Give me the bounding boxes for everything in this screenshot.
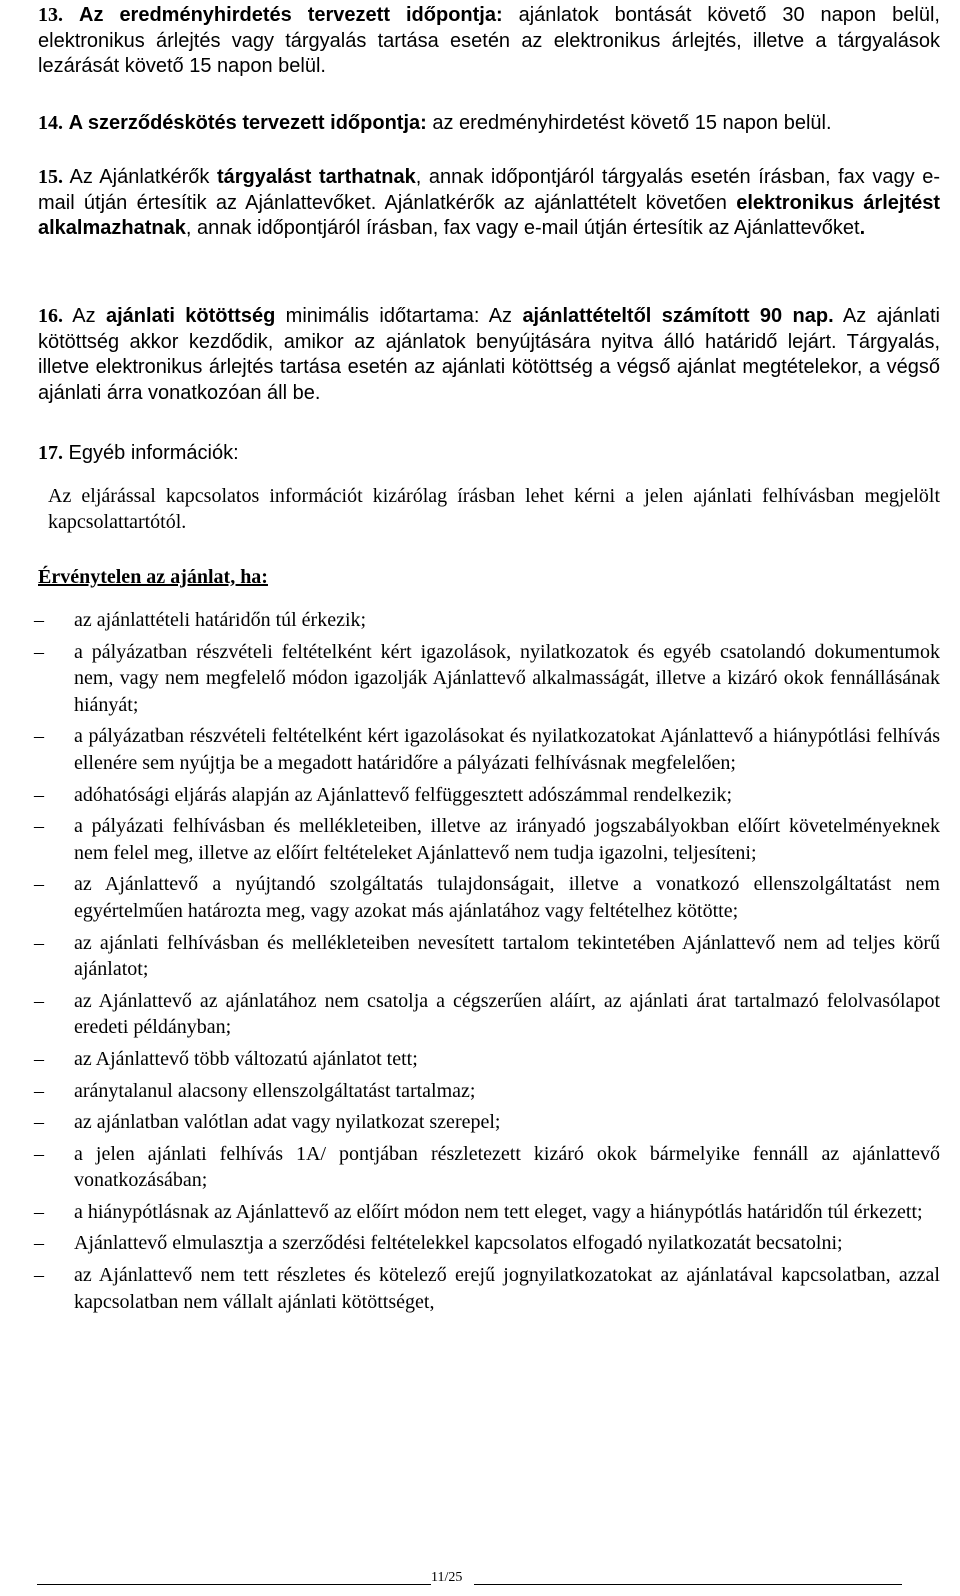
section-bold-text: ajánlattételtől számított 90 nap. bbox=[522, 305, 834, 327]
dash-bullet-icon: – bbox=[34, 815, 44, 838]
dash-bullet-icon: – bbox=[34, 1264, 44, 1287]
section-text: ajánlatok bontását követő 30 napon belül, elektronikus árlejtés vagy tárgyalás tartása esetén az elektronikus árlejtés, illetve a tárgyalások lezárását követő 15 napon belül. bbox=[38, 4, 940, 77]
list-item-text: az ajánlati felhívásban és mellékleteiben nevesített tartalom tekintetében Ajánlattevő nem ad teljes körű ajánlatot; bbox=[74, 931, 940, 981]
section-label: A szerződéskötés tervezett időpontja: bbox=[68, 112, 427, 134]
section-14 bbox=[38, 111, 940, 137]
list-item-text: az Ajánlattevő az ajánlatához nem csatolja a cégszerűen aláírt, az ajánlati árat tartalmazó felolvasólapot eredeti példányban; bbox=[74, 989, 940, 1039]
list-item-text: adóhatósági eljárás alapján az Ajánlattevő felfüggesztett adószámmal rendelkezik; bbox=[74, 783, 733, 806]
list-item bbox=[34, 607, 940, 634]
section-number: 17. bbox=[38, 442, 63, 464]
section-text: Az Ajánlatkérők bbox=[63, 166, 217, 188]
section-15 bbox=[38, 165, 940, 242]
list-item bbox=[34, 782, 940, 809]
invalid-offer-heading: Érvénytelen az ajánlat, ha: bbox=[38, 566, 268, 588]
section-number: 13. bbox=[38, 4, 63, 26]
invalid-conditions-list bbox=[34, 607, 940, 1320]
list-item-text: az ajánlattételi határidőn túl érkezik; bbox=[74, 609, 367, 631]
dash-bullet-icon: – bbox=[34, 725, 44, 748]
section-13 bbox=[38, 3, 940, 80]
list-item-text: az Ajánlattevő a nyújtandó szolgáltatás tulajdonságait, illetve a vonatkozó ellenszolgáltatást nem egyértelműen határozta meg, vagy azokat más ajánlatához vagy feltételhez kötötte; bbox=[74, 873, 940, 922]
list-item bbox=[34, 723, 940, 776]
dash-bullet-icon: – bbox=[34, 1079, 44, 1102]
dash-bullet-icon: – bbox=[34, 1111, 44, 1134]
dash-bullet-icon: – bbox=[34, 1200, 44, 1223]
section-bold-text: tárgyalást tarthatnak bbox=[216, 166, 416, 188]
section-text: Az bbox=[63, 305, 106, 327]
section-bold-text: ajánlati kötöttség bbox=[106, 305, 276, 327]
dash-bullet-icon: – bbox=[34, 931, 44, 954]
footer-rule-right bbox=[474, 1584, 902, 1585]
page-number: 11/25 bbox=[431, 1570, 463, 1585]
list-item-text: a pályázatban részvételi feltételként kért igazolásokat és nyilatkozatokat Ajánlattevő a hiánypótlási felhívás ellenére sem nyújtja be a megadott határidőre a pályázati felhívásnak megfelelően; bbox=[74, 725, 940, 774]
info-paragraph: Az eljárással kapcsolatos információt kizárólag írásban lehet kérni a jelen ajánlati felhívásban megjelölt kapcsolattartótól. bbox=[48, 485, 940, 533]
section-text: , annak időpontjáról tárgyalás esetén írásban, fax vagy e-mail útján értesítik az Ajánlattevőket. Ajánlatkérők az ajánlattételt követően bbox=[38, 166, 940, 214]
section-label: Az eredményhirdetés tervezett időpontja: bbox=[79, 4, 503, 26]
list-item-text: a pályázati felhívásban és mellékleteiben, illetve az irányadó jogszabályokban előírt követelményeknek nem felel meg, illetve az előírt feltételeket Ajánlattevő nem tudja igazolni, teljesíteni; bbox=[74, 815, 940, 864]
list-item bbox=[34, 639, 940, 719]
list-item-text: a jelen ajánlati felhívás 1A/ pontjában részletezett kizáró okok bármelyike fennáll az ajánlattevő vonatkozásában; bbox=[74, 1142, 940, 1192]
list-item-text: az ajánlatban valótlan adat vagy nyilatkozat szerepel; bbox=[74, 1111, 501, 1134]
list-item bbox=[34, 1141, 940, 1194]
dash-bullet-icon: – bbox=[34, 1232, 44, 1255]
section-number: 14. bbox=[38, 112, 63, 134]
section-17 bbox=[38, 441, 940, 467]
list-item bbox=[34, 1230, 940, 1257]
list-item-text: az Ajánlattevő több változatú ajánlatot tett; bbox=[74, 1047, 418, 1070]
dash-bullet-icon: – bbox=[34, 873, 44, 896]
dash-bullet-icon: – bbox=[34, 989, 44, 1012]
section-text: az eredményhirdetést követő 15 napon belül. bbox=[426, 112, 832, 134]
list-item-text: Ajánlattevő elmulasztja a szerződési feltételekkel kapcsolatos elfogadó nyilatkozatát becsatolni; bbox=[74, 1232, 843, 1255]
list-item bbox=[34, 1199, 940, 1226]
section-label: Egyéb információk: bbox=[63, 442, 239, 464]
section-text: Az ajánlati kötöttség akkor kezdődik, amikor az ajánlatok benyújtására nyitva álló határidő lejárt. Tárgyalás, illetve elektronikus árlejtés tartása esetén az ajánlati kötöttség a végső ajánlat megtételekor, a végső ajánlati árra vonatkozóan áll be. bbox=[38, 305, 940, 404]
dash-bullet-icon: – bbox=[34, 640, 44, 663]
list-item-text: a hiánypótlásnak az Ajánlattevő az előírt módon nem tett eleget, vagy a hiánypótlás határidőn túl érkezett; bbox=[74, 1200, 923, 1223]
list-item bbox=[34, 1262, 940, 1315]
section-number: 16. bbox=[38, 305, 63, 327]
list-item bbox=[34, 813, 940, 866]
footer-rule-left bbox=[37, 1584, 431, 1585]
list-item bbox=[34, 1046, 940, 1073]
section-text: , annak időpontjáról írásban, fax vagy e-mail útján értesítik az Ajánlattevőket bbox=[185, 217, 860, 239]
section-text: minimális időtartama: Az bbox=[275, 305, 523, 327]
section-number: 15. bbox=[38, 166, 63, 188]
list-item-text: az Ajánlattevő nem tett részletes és kötelező erejű jognyilatkozatokat az ajánlatával kapcsolatban, azzal kapcsolatban nem vállalt ajánlati kötöttséget, bbox=[74, 1264, 940, 1313]
section-bold-text: . bbox=[859, 217, 866, 239]
list-item bbox=[34, 930, 940, 983]
list-item-text: a pályázatban részvételi feltételként kért igazolások, nyilatkozatok és egyéb csatolandó dokumentumok nem, vagy nem megfelelő módon igazolják Ajánlattevő alkalmasságát, illetve a kizáró okok fennállásának hiányát; bbox=[74, 640, 940, 716]
list-item-text: aránytalanul alacsony ellenszolgáltatást tartalmaz; bbox=[74, 1079, 476, 1102]
section-16 bbox=[38, 304, 940, 406]
dash-bullet-icon: – bbox=[34, 1142, 44, 1165]
dash-bullet-icon: – bbox=[34, 1047, 44, 1070]
section-bold-text: elektronikus árlejtést alkalmazhatnak bbox=[38, 191, 940, 239]
dash-bullet-icon: – bbox=[34, 609, 44, 631]
list-item bbox=[34, 1109, 940, 1136]
list-item bbox=[34, 871, 940, 924]
list-item bbox=[34, 1078, 940, 1105]
dash-bullet-icon: – bbox=[34, 783, 44, 806]
list-item bbox=[34, 988, 940, 1041]
